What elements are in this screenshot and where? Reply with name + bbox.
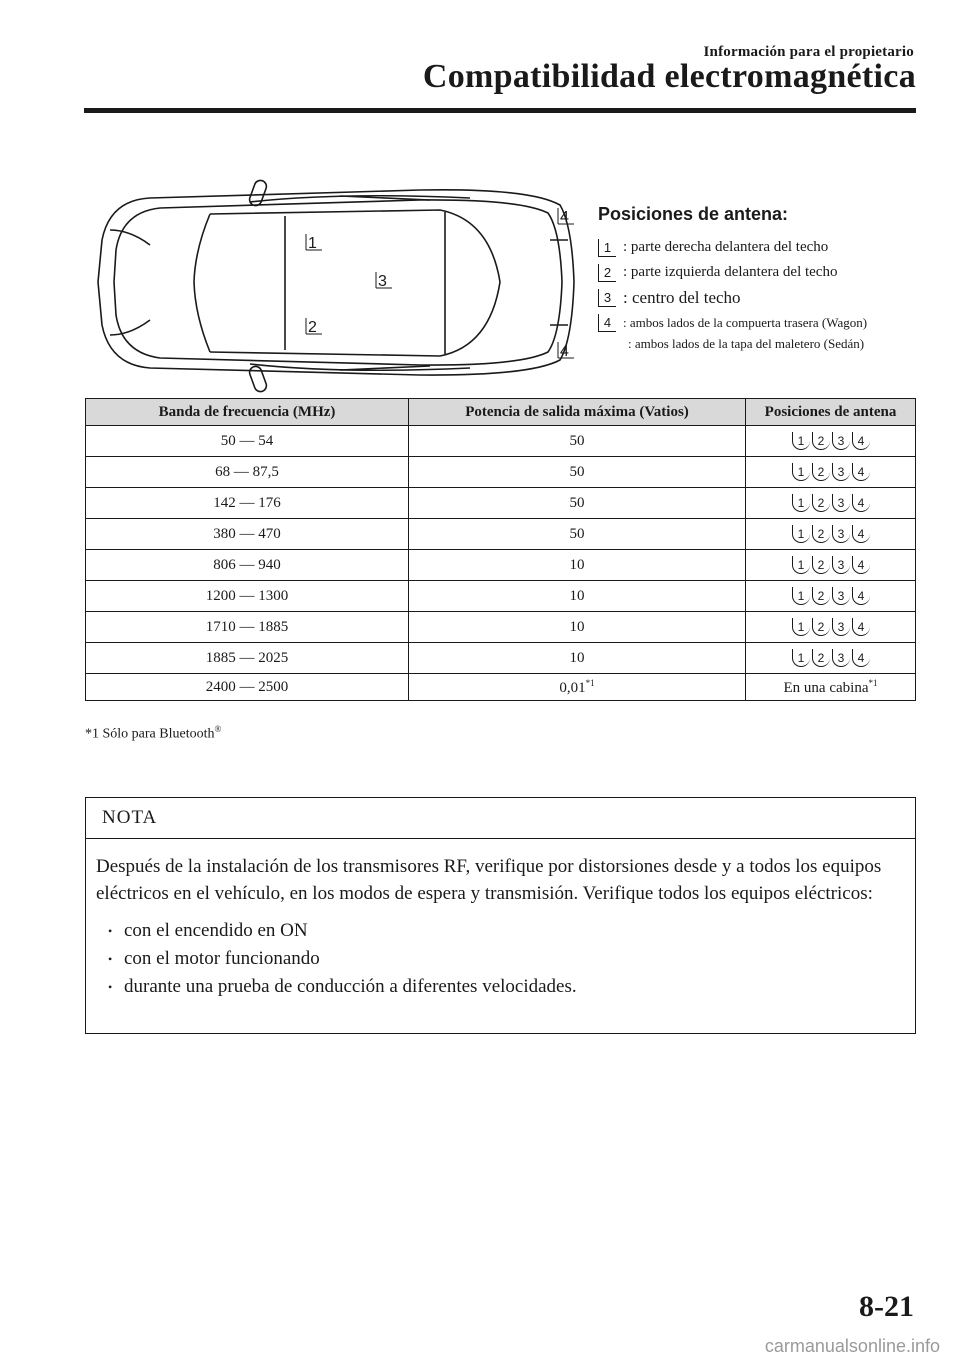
header-rule (84, 108, 916, 113)
legend-item-2 (598, 260, 918, 285)
legend-num-3: 3 (598, 289, 616, 307)
legend-title: Posiciones de antena: (598, 204, 789, 224)
note-body (86, 839, 915, 1001)
antenna-position-icons (792, 494, 870, 512)
table-row (86, 488, 916, 519)
antenna-number-1-icon: 1 (792, 618, 810, 636)
legend-num-2: 2 (598, 264, 616, 282)
note-bullet-list (96, 917, 903, 1001)
cell-power: 0,01$^{*1}$ (409, 674, 746, 701)
antenna-position-icons (792, 649, 870, 667)
page-number: 8-21 (859, 1290, 914, 1323)
legend-extra: : ambos lados de la tapa del maletero (Sedán) (628, 336, 865, 351)
antenna-position-icons (792, 587, 870, 605)
antenna-legend (598, 204, 918, 352)
antenna-position-icons (792, 432, 870, 450)
antenna-number-1-icon: 1 (792, 556, 810, 574)
antenna-label-2: 2 (308, 319, 317, 336)
antenna-number-2-icon: 2 (812, 649, 830, 667)
cell-band: 806 — 940 (86, 550, 409, 581)
antenna-number-2-icon: 2 (812, 618, 830, 636)
antenna-number-3-icon: 3 (832, 649, 850, 667)
table-row (86, 457, 916, 488)
antenna-number-3-icon: 3 (832, 432, 850, 450)
section-subtitle: Información para el propietario (703, 44, 914, 60)
cell-power: 50 (409, 457, 746, 488)
car-top-view-diagram (90, 170, 590, 395)
cell-band: 50 — 54 (86, 426, 409, 457)
list-item: • con el motor funcionando (108, 945, 903, 973)
watermark: carmanualsonline.info (764, 1336, 940, 1356)
footnote: *1 Sólo para Bluetooth® (85, 724, 222, 742)
cell-power: 10 (409, 612, 746, 643)
note-paragraph: Después de la instalación de los transmisores RF, verifique por distorsiones desde y a todos los equipos eléctricos en el vehículo, en los modos de espera y transmisión. Verifique todos los equipos eléctricos: (96, 856, 882, 904)
cell-positions (746, 426, 916, 457)
table-row (86, 674, 916, 701)
note-heading: NOTA (86, 798, 915, 839)
cell-positions (746, 612, 916, 643)
table-row (86, 426, 916, 457)
antenna-number-4-icon: 4 (852, 556, 870, 574)
antenna-number-1-icon: 1 (792, 525, 810, 543)
cell-band: 1200 — 1300 (86, 581, 409, 612)
legend-item-4 (598, 310, 918, 335)
note-box (85, 797, 916, 1034)
table-row (86, 612, 916, 643)
antenna-number-1-icon: 1 (792, 649, 810, 667)
antenna-number-1-icon: 1 (792, 494, 810, 512)
cell-band: 142 — 176 (86, 488, 409, 519)
page-title: Compatibilidad electromagnética (422, 58, 916, 95)
cell-positions (746, 488, 916, 519)
cell-power: 10 (409, 643, 746, 674)
legend-num-1: 1 (598, 239, 616, 257)
cell-band: 1710 — 1885 (86, 612, 409, 643)
list-item: • durante una prueba de conducción a diferentes velocidades. (108, 973, 903, 1001)
antenna-position-icons (792, 463, 870, 481)
col-header-band: Banda de frecuencia (MHz) (86, 399, 409, 426)
antenna-number-2-icon: 2 (812, 494, 830, 512)
cell-positions (746, 457, 916, 488)
col-header-positions: Posiciones de antena (746, 399, 916, 426)
antenna-number-2-icon: 2 (812, 556, 830, 574)
cell-positions (746, 643, 916, 674)
antenna-number-1-icon: 1 (792, 463, 810, 481)
cell-band: 68 — 87,5 (86, 457, 409, 488)
cell-power: 10 (409, 550, 746, 581)
legend-text-4: : ambos lados de la compuerta trasera (Wagon) (623, 314, 868, 330)
antenna-label-4b: 4 (560, 343, 569, 360)
antenna-number-1-icon: 1 (792, 587, 810, 605)
antenna-number-3-icon: 3 (832, 494, 850, 512)
cell-band: 2400 — 2500 (86, 674, 409, 701)
cell-positions (746, 550, 916, 581)
antenna-number-2-icon: 2 (812, 432, 830, 450)
cell-band: 1885 — 2025 (86, 643, 409, 674)
antenna-number-2-icon: 2 (812, 525, 830, 543)
legend-item-1 (598, 235, 918, 260)
table-row (86, 643, 916, 674)
antenna-number-4-icon: 4 (852, 432, 870, 450)
antenna-number-4-icon: 4 (852, 463, 870, 481)
legend-text-3: : centro del techo (623, 287, 741, 307)
cell-positions (746, 519, 916, 550)
table-header-row (86, 399, 916, 426)
antenna-number-3-icon: 3 (832, 463, 850, 481)
cell-power: 50 (409, 488, 746, 519)
legend-item-3 (598, 285, 918, 310)
table-row (86, 550, 916, 581)
cell-power: 10 (409, 581, 746, 612)
antenna-label-1: 1 (308, 235, 317, 252)
antenna-label-4a: 4 (560, 209, 569, 226)
antenna-label-3: 3 (378, 273, 387, 290)
legend-num-4: 4 (598, 314, 616, 332)
legend-text-2: : parte izquierda delantera del techo (623, 264, 838, 280)
list-item: • con el encendido en ON (108, 917, 903, 945)
antenna-number-3-icon: 3 (832, 556, 850, 574)
antenna-position-icons (792, 618, 870, 636)
antenna-number-3-icon: 3 (832, 525, 850, 543)
frequency-table (85, 398, 916, 701)
antenna-number-4-icon: 4 (852, 525, 870, 543)
cell-power: 50 (409, 426, 746, 457)
antenna-number-3-icon: 3 (832, 618, 850, 636)
antenna-number-1-icon: 1 (792, 432, 810, 450)
antenna-position-icons (792, 525, 870, 543)
table-row (86, 581, 916, 612)
antenna-number-4-icon: 4 (852, 618, 870, 636)
antenna-number-4-icon: 4 (852, 494, 870, 512)
table-row (86, 519, 916, 550)
cell-positions (746, 581, 916, 612)
antenna-number-4-icon: 4 (852, 649, 870, 667)
cell-band: 380 — 470 (86, 519, 409, 550)
legend-text-1: : parte derecha delantera del techo (623, 239, 829, 255)
antenna-number-2-icon: 2 (812, 463, 830, 481)
cell-power: 50 (409, 519, 746, 550)
col-header-power: Potencia de salida máxima (Vatios) (409, 399, 746, 426)
cell-positions: En una cabina$^{*1}$ (746, 674, 916, 701)
antenna-number-4-icon: 4 (852, 587, 870, 605)
antenna-number-2-icon: 2 (812, 587, 830, 605)
antenna-position-icons (792, 556, 870, 574)
antenna-number-3-icon: 3 (832, 587, 850, 605)
